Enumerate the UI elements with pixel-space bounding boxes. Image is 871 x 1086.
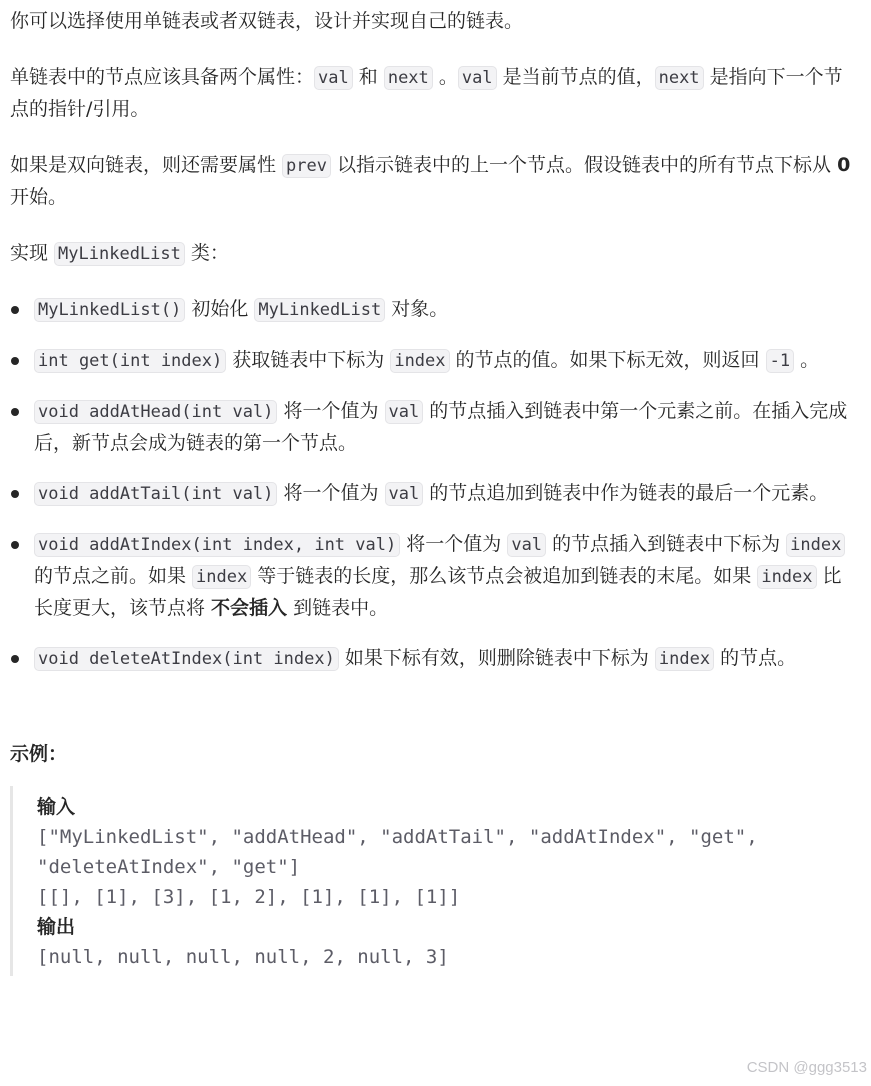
code-next: next (384, 66, 433, 90)
code-val: val (314, 66, 353, 90)
method-signature: void addAtTail(int val) (34, 482, 277, 506)
code-class-name: MyLinkedList (254, 298, 385, 322)
code-index: index (757, 565, 816, 589)
code-index: index (786, 533, 845, 557)
method-text: 将一个值为 (277, 400, 385, 422)
method-text: 如果下标有效，则删除链表中下标为 (338, 647, 655, 669)
prev-paragraph (10, 150, 860, 213)
attrs-text-4: 是当前节点的值， (496, 66, 655, 88)
method-text: 对象。 (385, 298, 449, 320)
code-next: next (655, 66, 704, 90)
code-val: val (385, 400, 424, 424)
example-block (10, 786, 860, 976)
attrs-text-5: 是指向下一个节点的指针/引用。 (10, 66, 843, 120)
prev-text-2: 以指示链表中的上一个节点。假设链表中的所有节点下标从 (331, 154, 838, 176)
code-val: val (458, 66, 497, 90)
code-minus-one: -1 (766, 349, 794, 373)
impl-text-2: 类： (184, 242, 229, 264)
method-item-get (10, 345, 860, 377)
method-text: 的节点之前。如果 (34, 565, 193, 587)
method-item-add-at-head (10, 396, 860, 459)
impl-text-1: 实现 (10, 242, 55, 264)
code-class-name: MyLinkedList (54, 242, 185, 266)
problem-description (10, 6, 860, 976)
bullet-icon (11, 655, 19, 663)
bold-will-not-insert: 不会插入 (211, 597, 288, 619)
method-item-constructor (10, 294, 860, 326)
method-text: 的节点的值。如果下标无效，则返回 (449, 349, 766, 371)
bold-zero: 0 (837, 154, 851, 176)
method-text: 的节点追加到链表中作为链表的最后一个元素。 (423, 482, 829, 504)
method-signature: int get(int index) (34, 349, 226, 373)
method-signature: MyLinkedList() (34, 298, 185, 322)
code-index: index (390, 349, 449, 373)
method-text: 将一个值为 (277, 482, 385, 504)
code-val: val (507, 533, 546, 557)
input-line: ["MyLinkedList", "addAtHead", "addAtTail", "addAtIndex", "get", (37, 826, 758, 848)
intro-paragraph (10, 6, 860, 37)
bullet-icon (11, 541, 19, 549)
intro-text: 你可以选择使用单链表或者双链表，设计并实现自己的链表。 (10, 10, 524, 32)
method-item-add-at-index (10, 529, 860, 624)
example-heading: 示例： (10, 743, 68, 765)
implement-paragraph (10, 238, 860, 270)
input-label: 输入 (37, 796, 76, 818)
bullet-icon (11, 490, 19, 498)
attrs-text-3: 。 (432, 66, 458, 88)
method-signature: void deleteAtIndex(int index) (34, 647, 339, 671)
bullet-icon (11, 408, 19, 416)
method-item-add-at-tail (10, 478, 860, 510)
method-item-delete-at-index (10, 643, 860, 675)
method-text: 的节点插入到链表中第一个元素之前。在插入完成后，新节点会成为链表的第一个节点。 (34, 400, 848, 454)
method-text: 的节点。 (714, 647, 797, 669)
method-signature: void addAtIndex(int index, int val) (34, 533, 400, 557)
code-prev: prev (282, 154, 331, 178)
prev-text-3: 开始。 (10, 186, 68, 208)
method-text: 到链表中。 (287, 597, 389, 619)
method-text: 。 (794, 349, 820, 371)
watermark: CSDN @ggg3513 (746, 1059, 867, 1076)
method-text: 比长度更大，该节点将 (34, 565, 842, 619)
output-line: [null, null, null, null, 2, null, 3] (37, 946, 449, 968)
code-index: index (655, 647, 714, 671)
code-val: val (385, 482, 424, 506)
code-index: index (192, 565, 251, 589)
method-text: 获取链表中下标为 (226, 349, 391, 371)
method-text: 的节点插入到链表中下标为 (546, 533, 787, 555)
bullet-icon (11, 306, 19, 314)
prev-text-1: 如果是双向链表，则还需要属性 (10, 154, 283, 176)
bullet-icon (11, 357, 19, 365)
input-line: [[], [1], [3], [1, 2], [1], [1], [1]] (37, 886, 461, 908)
input-line: "deleteAtIndex", "get"] (37, 856, 301, 878)
attrs-text-1: 单链表中的节点应该具备两个属性： (10, 66, 315, 88)
attributes-paragraph (10, 62, 860, 125)
attrs-text-2: 和 (352, 66, 384, 88)
method-text: 将一个值为 (400, 533, 508, 555)
method-text: 初始化 (185, 298, 255, 320)
method-list (10, 294, 860, 675)
method-text: 等于链表的长度，那么该节点会被追加到链表的末尾。如果 (251, 565, 758, 587)
output-label: 输出 (37, 916, 76, 938)
method-signature: void addAtHead(int val) (34, 400, 277, 424)
